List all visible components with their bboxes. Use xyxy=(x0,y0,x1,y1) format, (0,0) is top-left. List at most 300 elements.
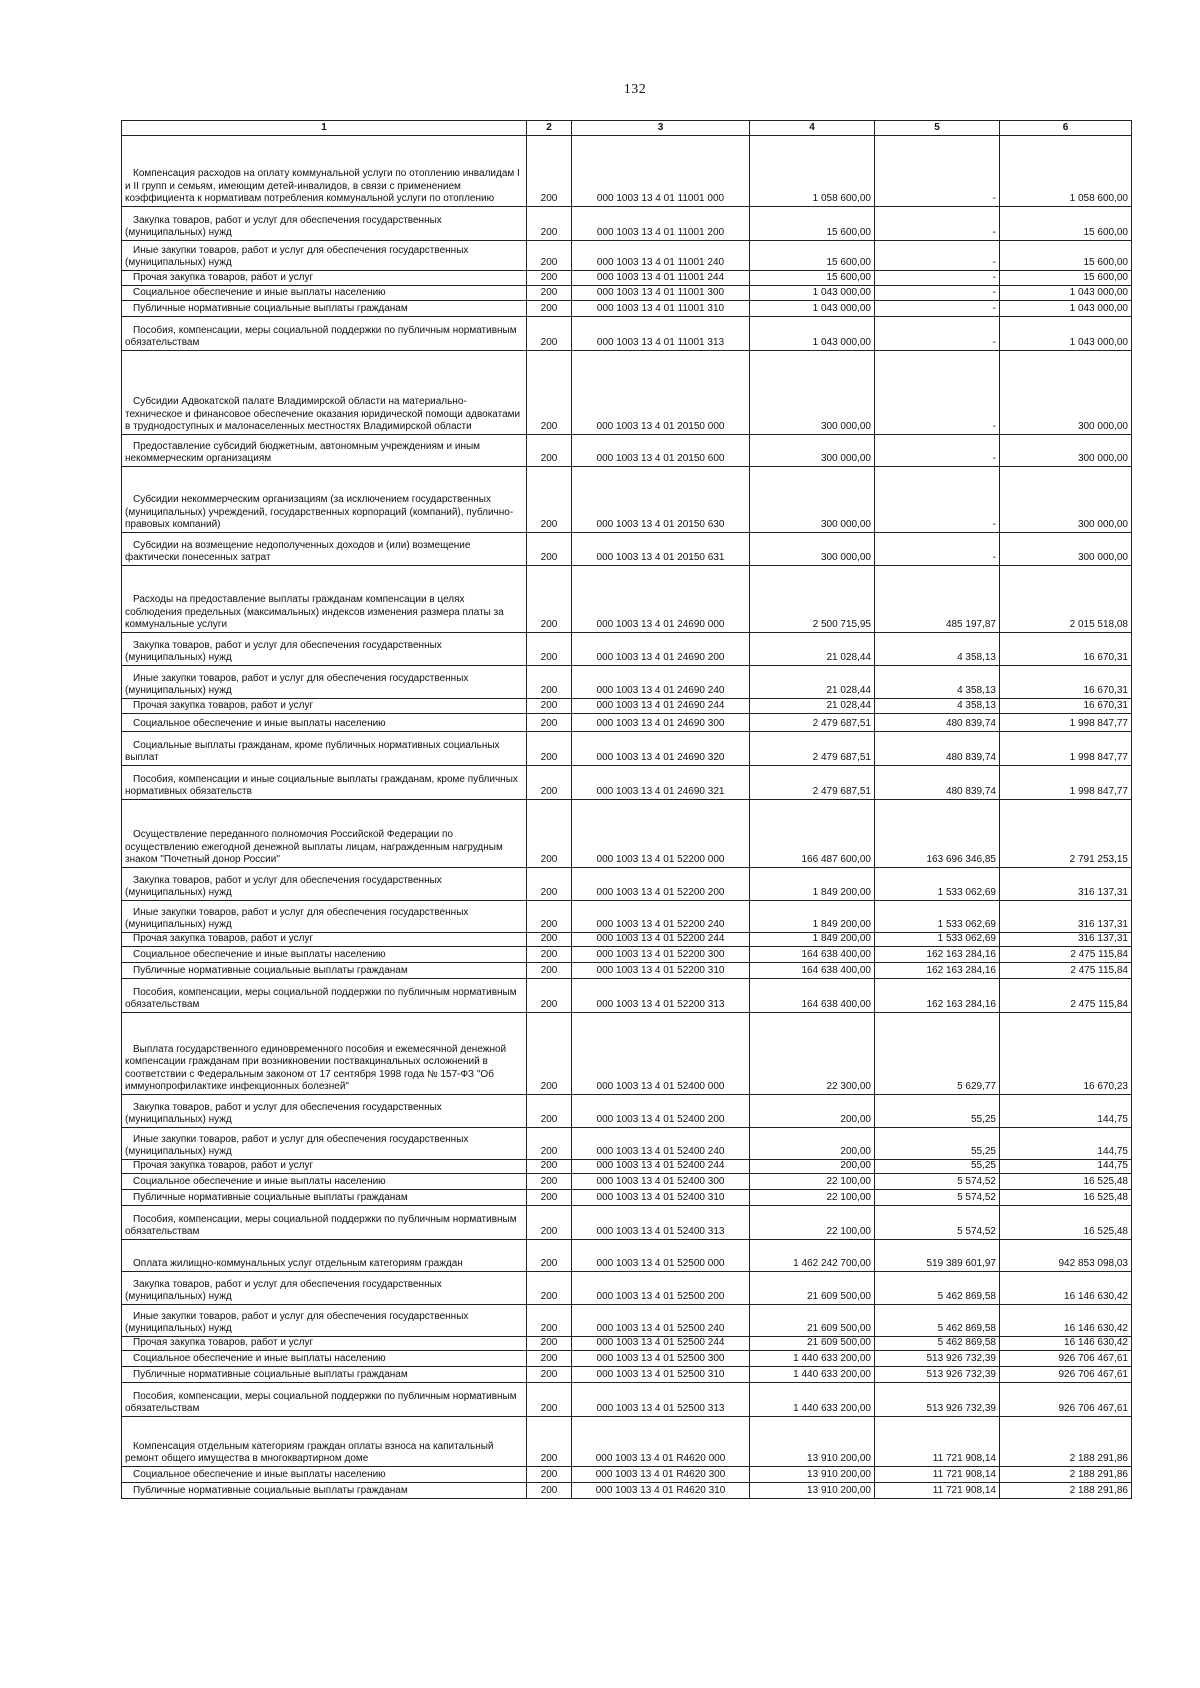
row-executed-cell: - xyxy=(875,467,1000,533)
row-code-cell: 000 1003 13 4 01 20150 600 xyxy=(572,435,750,467)
row-approved-cell: 21 609 500,00 xyxy=(750,1272,875,1305)
row-admin-cell: 200 xyxy=(527,1095,572,1128)
row-approved-cell: 21 028,44 xyxy=(750,666,875,699)
row-name-cell: Иные закупки товаров, работ и услуг для обеспечения государственных (муниципальных) нужд xyxy=(122,1305,527,1337)
row-executed-cell: 55,25 xyxy=(875,1095,1000,1128)
table-row xyxy=(122,1305,1132,1337)
table-row xyxy=(122,979,1132,1013)
row-name-cell: Социальное обеспечение и иные выплаты населению xyxy=(122,1467,527,1483)
row-name-cell: Пособия, компенсации, меры социальной поддержки по публичным нормативным обязательствам xyxy=(122,1383,527,1417)
row-admin-cell: 200 xyxy=(527,1206,572,1240)
row-name-cell: Выплата государственного единовременного пособия и ежемесячной денежной компенсации гражданам при возникновении поствакцинальных осложнений в соответствии с Федеральным законом от 17 сентября 1998 года № 157-ФЗ "Об иммунопрофилактике инфекционных болезней" xyxy=(122,1013,527,1095)
row-name-cell: Иные закупки товаров, работ и услуг для обеспечения государственных (муниципальных) нужд xyxy=(122,1128,527,1160)
row-executed-cell: 5 462 869,58 xyxy=(875,1272,1000,1305)
row-approved-cell: 13 910 200,00 xyxy=(750,1483,875,1499)
row-executed-cell: 480 839,74 xyxy=(875,714,1000,732)
row-remaining-cell: 1 043 000,00 xyxy=(1000,317,1132,351)
header-row xyxy=(122,121,1132,136)
row-admin-cell: 200 xyxy=(527,1367,572,1383)
row-executed-cell: 480 839,74 xyxy=(875,766,1000,800)
table-row xyxy=(122,766,1132,800)
row-remaining-cell: 16 525,48 xyxy=(1000,1190,1132,1206)
row-approved-cell: 13 910 200,00 xyxy=(750,1417,875,1467)
row-approved-cell: 300 000,00 xyxy=(750,435,875,467)
row-admin-cell: 200 xyxy=(527,868,572,901)
row-approved-cell: 22 100,00 xyxy=(750,1206,875,1240)
table-row xyxy=(122,1351,1132,1367)
row-admin-cell: 200 xyxy=(527,1160,572,1174)
row-remaining-cell: 144,75 xyxy=(1000,1160,1132,1174)
row-remaining-cell: 2 188 291,86 xyxy=(1000,1483,1132,1499)
row-code-cell: 000 1003 13 4 01 11001 200 xyxy=(572,207,750,241)
row-executed-cell: - xyxy=(875,533,1000,566)
row-remaining-cell: 316 137,31 xyxy=(1000,901,1132,933)
row-code-cell: 000 1003 13 4 01 24690 240 xyxy=(572,666,750,699)
row-approved-cell: 22 100,00 xyxy=(750,1190,875,1206)
row-remaining-cell: 300 000,00 xyxy=(1000,467,1132,533)
row-admin-cell: 200 xyxy=(527,241,572,271)
table-row xyxy=(122,800,1132,868)
column-header-6: 6 xyxy=(1000,121,1132,136)
row-approved-cell: 1 462 242 700,00 xyxy=(750,1240,875,1272)
table-row xyxy=(122,1337,1132,1351)
row-remaining-cell: 942 853 098,03 xyxy=(1000,1240,1132,1272)
row-executed-cell: 55,25 xyxy=(875,1160,1000,1174)
table-row xyxy=(122,1467,1132,1483)
row-code-cell: 000 1003 13 4 01 52500 310 xyxy=(572,1367,750,1383)
row-remaining-cell: 16 525,48 xyxy=(1000,1174,1132,1190)
row-admin-cell: 200 xyxy=(527,714,572,732)
row-admin-cell: 200 xyxy=(527,566,572,633)
row-approved-cell: 2 479 687,51 xyxy=(750,766,875,800)
row-remaining-cell: 300 000,00 xyxy=(1000,533,1132,566)
row-name-cell: Пособия, компенсации, меры социальной поддержки по публичным нормативным обязательствам xyxy=(122,317,527,351)
row-remaining-cell: 926 706 467,61 xyxy=(1000,1367,1132,1383)
row-remaining-cell: 2 188 291,86 xyxy=(1000,1417,1132,1467)
row-approved-cell: 21 028,44 xyxy=(750,633,875,666)
row-name-cell: Прочая закупка товаров, работ и услуг xyxy=(122,1337,527,1351)
table-row xyxy=(122,732,1132,766)
row-approved-cell: 1 849 200,00 xyxy=(750,901,875,933)
row-name-cell: Социальное обеспечение и иные выплаты населению xyxy=(122,286,527,301)
row-executed-cell: 1 533 062,69 xyxy=(875,933,1000,947)
row-remaining-cell: 2 791 253,15 xyxy=(1000,800,1132,868)
row-name-cell: Оплата жилищно-коммунальных услуг отдельным категориям граждан xyxy=(122,1240,527,1272)
row-remaining-cell: 16 670,23 xyxy=(1000,1013,1132,1095)
row-code-cell: 000 1003 13 4 01 R4620 300 xyxy=(572,1467,750,1483)
row-name-cell: Закупка товаров, работ и услуг для обеспечения государственных (муниципальных) нужд xyxy=(122,868,527,901)
row-executed-cell: 4 358,13 xyxy=(875,699,1000,714)
row-executed-cell: 519 389 601,97 xyxy=(875,1240,1000,1272)
row-code-cell: 000 1003 13 4 01 52400 313 xyxy=(572,1206,750,1240)
row-code-cell: 000 1003 13 4 01 52400 000 xyxy=(572,1013,750,1095)
row-code-cell: 000 1003 13 4 01 11001 310 xyxy=(572,301,750,317)
row-code-cell: 000 1003 13 4 01 24690 000 xyxy=(572,566,750,633)
row-name-cell: Публичные нормативные социальные выплаты гражданам xyxy=(122,963,527,979)
row-code-cell: 000 1003 13 4 01 20150 631 xyxy=(572,533,750,566)
row-approved-cell: 164 638 400,00 xyxy=(750,947,875,963)
row-admin-cell: 200 xyxy=(527,207,572,241)
table-row xyxy=(122,1240,1132,1272)
row-code-cell: 000 1003 13 4 01 52200 313 xyxy=(572,979,750,1013)
row-admin-cell: 200 xyxy=(527,1305,572,1337)
row-admin-cell: 200 xyxy=(527,766,572,800)
row-name-cell: Компенсация расходов на оплату коммунальной услуги по отоплению инвалидам I и II групп и семьям, имеющим детей-инвалидов, в связи с применением коэффициента к нормативам потребления коммунальной услуги по отоплению xyxy=(122,136,527,207)
table-row xyxy=(122,241,1132,271)
table-row xyxy=(122,1160,1132,1174)
row-executed-cell: 5 574,52 xyxy=(875,1174,1000,1190)
row-remaining-cell: 144,75 xyxy=(1000,1095,1132,1128)
row-admin-cell: 200 xyxy=(527,271,572,286)
row-admin-cell: 200 xyxy=(527,901,572,933)
row-executed-cell: 163 696 346,85 xyxy=(875,800,1000,868)
row-remaining-cell: 2 475 115,84 xyxy=(1000,947,1132,963)
row-remaining-cell: 1 043 000,00 xyxy=(1000,286,1132,301)
row-executed-cell: 485 197,87 xyxy=(875,566,1000,633)
row-admin-cell: 200 xyxy=(527,633,572,666)
row-name-cell: Социальное обеспечение и иные выплаты населению xyxy=(122,947,527,963)
row-code-cell: 000 1003 13 4 01 52500 300 xyxy=(572,1351,750,1367)
row-code-cell: 000 1003 13 4 01 24690 244 xyxy=(572,699,750,714)
column-header-1: 1 xyxy=(122,121,527,136)
row-admin-cell: 200 xyxy=(527,979,572,1013)
row-code-cell: 000 1003 13 4 01 11001 244 xyxy=(572,271,750,286)
row-approved-cell: 22 300,00 xyxy=(750,1013,875,1095)
table-row xyxy=(122,1483,1132,1499)
row-admin-cell: 200 xyxy=(527,947,572,963)
table-row xyxy=(122,666,1132,699)
row-approved-cell: 164 638 400,00 xyxy=(750,979,875,1013)
row-name-cell: Социальное обеспечение и иные выплаты населению xyxy=(122,1174,527,1190)
row-name-cell: Публичные нормативные социальные выплаты гражданам xyxy=(122,1483,527,1499)
column-header-2: 2 xyxy=(527,121,572,136)
row-executed-cell: 162 163 284,16 xyxy=(875,947,1000,963)
row-code-cell: 000 1003 13 4 01 24690 300 xyxy=(572,714,750,732)
table-row xyxy=(122,207,1132,241)
row-name-cell: Субсидии Адвокатской палате Владимирской области на материально-техническое и финансовое обеспечение оказания юридической помощи адвокатами в труднодоступных и малонаселенных местностях Владимирской области xyxy=(122,351,527,435)
row-executed-cell: - xyxy=(875,435,1000,467)
row-code-cell: 000 1003 13 4 01 52500 313 xyxy=(572,1383,750,1417)
row-name-cell: Предоставление субсидий бюджетным, автономным учреждениям и иным некоммерческим организациям xyxy=(122,435,527,467)
row-name-cell: Публичные нормативные социальные выплаты гражданам xyxy=(122,301,527,317)
table-row xyxy=(122,1206,1132,1240)
row-name-cell: Расходы на предоставление выплаты гражданам компенсации в целях соблюдения предельных (максимальных) индексов изменения размера платы за коммунальные услуги xyxy=(122,566,527,633)
row-remaining-cell: 1 998 847,77 xyxy=(1000,766,1132,800)
row-code-cell: 000 1003 13 4 01 52200 240 xyxy=(572,901,750,933)
table-row xyxy=(122,1272,1132,1305)
row-admin-cell: 200 xyxy=(527,1467,572,1483)
row-admin-cell: 200 xyxy=(527,1483,572,1499)
row-remaining-cell: 2 015 518,08 xyxy=(1000,566,1132,633)
row-name-cell: Иные закупки товаров, работ и услуг для обеспечения государственных (муниципальных) нужд xyxy=(122,901,527,933)
row-admin-cell: 200 xyxy=(527,467,572,533)
row-code-cell: 000 1003 13 4 01 11001 240 xyxy=(572,241,750,271)
row-name-cell: Публичные нормативные социальные выплаты гражданам xyxy=(122,1190,527,1206)
row-remaining-cell: 16 670,31 xyxy=(1000,633,1132,666)
row-approved-cell: 300 000,00 xyxy=(750,467,875,533)
row-approved-cell: 22 100,00 xyxy=(750,1174,875,1190)
row-remaining-cell: 16 146 630,42 xyxy=(1000,1272,1132,1305)
row-approved-cell: 1 440 633 200,00 xyxy=(750,1367,875,1383)
page-number: 132 xyxy=(623,82,647,97)
table-row xyxy=(122,566,1132,633)
row-code-cell: 000 1003 13 4 01 11001 313 xyxy=(572,317,750,351)
row-approved-cell: 13 910 200,00 xyxy=(750,1467,875,1483)
row-remaining-cell: 2 188 291,86 xyxy=(1000,1467,1132,1483)
row-remaining-cell: 15 600,00 xyxy=(1000,271,1132,286)
row-admin-cell: 200 xyxy=(527,1337,572,1351)
row-executed-cell: 11 721 908,14 xyxy=(875,1417,1000,1467)
row-code-cell: 000 1003 13 4 01 52400 240 xyxy=(572,1128,750,1160)
row-admin-cell: 200 xyxy=(527,1383,572,1417)
row-admin-cell: 200 xyxy=(527,963,572,979)
row-code-cell: 000 1003 13 4 01 52400 310 xyxy=(572,1190,750,1206)
row-executed-cell: 513 926 732,39 xyxy=(875,1351,1000,1367)
row-admin-cell: 200 xyxy=(527,1351,572,1367)
row-code-cell: 000 1003 13 4 01 R4620 310 xyxy=(572,1483,750,1499)
row-executed-cell: 1 533 062,69 xyxy=(875,901,1000,933)
row-executed-cell: 4 358,13 xyxy=(875,666,1000,699)
row-admin-cell: 200 xyxy=(527,1128,572,1160)
row-name-cell: Субсидии на возмещение недополученных доходов и (или) возмещение фактически понесенных затрат xyxy=(122,533,527,566)
row-name-cell: Прочая закупка товаров, работ и услуг xyxy=(122,699,527,714)
row-approved-cell: 1 440 633 200,00 xyxy=(750,1383,875,1417)
row-executed-cell: - xyxy=(875,271,1000,286)
row-admin-cell: 200 xyxy=(527,699,572,714)
row-executed-cell: 5 462 869,58 xyxy=(875,1337,1000,1351)
row-remaining-cell: 316 137,31 xyxy=(1000,933,1132,947)
row-remaining-cell: 2 475 115,84 xyxy=(1000,979,1132,1013)
row-approved-cell: 1 440 633 200,00 xyxy=(750,1351,875,1367)
table-row xyxy=(122,136,1132,207)
table-row xyxy=(122,1174,1132,1190)
row-admin-cell: 200 xyxy=(527,1174,572,1190)
row-remaining-cell: 16 670,31 xyxy=(1000,699,1132,714)
row-approved-cell: 21 609 500,00 xyxy=(750,1337,875,1351)
row-approved-cell: 1 058 600,00 xyxy=(750,136,875,207)
row-approved-cell: 15 600,00 xyxy=(750,241,875,271)
row-name-cell: Социальное обеспечение и иные выплаты населению xyxy=(122,714,527,732)
row-approved-cell: 300 000,00 xyxy=(750,351,875,435)
row-code-cell: 000 1003 13 4 01 52500 000 xyxy=(572,1240,750,1272)
table-row xyxy=(122,868,1132,901)
row-approved-cell: 21 609 500,00 xyxy=(750,1305,875,1337)
row-executed-cell: 11 721 908,14 xyxy=(875,1467,1000,1483)
row-executed-cell: 4 358,13 xyxy=(875,633,1000,666)
row-remaining-cell: 1 058 600,00 xyxy=(1000,136,1132,207)
row-admin-cell: 200 xyxy=(527,351,572,435)
row-executed-cell: - xyxy=(875,301,1000,317)
row-admin-cell: 200 xyxy=(527,317,572,351)
row-code-cell: 000 1003 13 4 01 52200 244 xyxy=(572,933,750,947)
row-name-cell: Пособия, компенсации, меры социальной поддержки по публичным нормативным обязательствам xyxy=(122,1206,527,1240)
row-name-cell: Иные закупки товаров, работ и услуг для обеспечения государственных (муниципальных) нужд xyxy=(122,241,527,271)
row-code-cell: 000 1003 13 4 01 52400 200 xyxy=(572,1095,750,1128)
row-code-cell: 000 1003 13 4 01 52200 300 xyxy=(572,947,750,963)
table-row xyxy=(122,435,1132,467)
table-row xyxy=(122,714,1132,732)
row-name-cell: Публичные нормативные социальные выплаты гражданам xyxy=(122,1367,527,1383)
table-row xyxy=(122,1417,1132,1467)
table-row xyxy=(122,301,1132,317)
row-remaining-cell: 16 146 630,42 xyxy=(1000,1337,1132,1351)
row-approved-cell: 2 479 687,51 xyxy=(750,714,875,732)
column-header-5: 5 xyxy=(875,121,1000,136)
row-approved-cell: 1 849 200,00 xyxy=(750,868,875,901)
row-name-cell: Закупка товаров, работ и услуг для обеспечения государственных (муниципальных) нужд xyxy=(122,1095,527,1128)
row-executed-cell: 5 629,77 xyxy=(875,1013,1000,1095)
row-executed-cell: 513 926 732,39 xyxy=(875,1383,1000,1417)
table-row xyxy=(122,1013,1132,1095)
row-code-cell: 000 1003 13 4 01 R4620 000 xyxy=(572,1417,750,1467)
table-row xyxy=(122,699,1132,714)
row-name-cell: Закупка товаров, работ и услуг для обеспечения государственных (муниципальных) нужд xyxy=(122,633,527,666)
row-admin-cell: 200 xyxy=(527,1240,572,1272)
table-row xyxy=(122,1128,1132,1160)
column-header-4: 4 xyxy=(750,121,875,136)
row-admin-cell: 200 xyxy=(527,1190,572,1206)
row-name-cell: Компенсация отдельным категориям граждан оплаты взноса на капитальный ремонт общего имущества в многоквартирном доме xyxy=(122,1417,527,1467)
row-code-cell: 000 1003 13 4 01 52500 240 xyxy=(572,1305,750,1337)
row-name-cell: Прочая закупка товаров, работ и услуг xyxy=(122,271,527,286)
row-code-cell: 000 1003 13 4 01 11001 000 xyxy=(572,136,750,207)
row-executed-cell: 5 462 869,58 xyxy=(875,1305,1000,1337)
table-row xyxy=(122,286,1132,301)
column-header-3: 3 xyxy=(572,121,750,136)
table-row xyxy=(122,963,1132,979)
row-executed-cell: 5 574,52 xyxy=(875,1206,1000,1240)
row-remaining-cell: 16 670,31 xyxy=(1000,666,1132,699)
row-code-cell: 000 1003 13 4 01 24690 320 xyxy=(572,732,750,766)
row-approved-cell: 200,00 xyxy=(750,1095,875,1128)
row-approved-cell: 21 028,44 xyxy=(750,699,875,714)
table-row xyxy=(122,467,1132,533)
row-approved-cell: 164 638 400,00 xyxy=(750,963,875,979)
row-admin-cell: 200 xyxy=(527,1417,572,1467)
row-executed-cell: 162 163 284,16 xyxy=(875,979,1000,1013)
row-admin-cell: 200 xyxy=(527,286,572,301)
row-approved-cell: 1 849 200,00 xyxy=(750,933,875,947)
row-approved-cell: 15 600,00 xyxy=(750,207,875,241)
row-executed-cell: 11 721 908,14 xyxy=(875,1483,1000,1499)
row-admin-cell: 200 xyxy=(527,435,572,467)
row-name-cell: Пособия, компенсации и иные социальные выплаты гражданам, кроме публичных нормативных обязательств xyxy=(122,766,527,800)
row-name-cell: Субсидии некоммерческим организациям (за исключением государственных (муниципальных) учреждений, государственных корпораций (компаний), публично-правовых компаний) xyxy=(122,467,527,533)
row-approved-cell: 15 600,00 xyxy=(750,271,875,286)
row-admin-cell: 200 xyxy=(527,136,572,207)
row-name-cell: Закупка товаров, работ и услуг для обеспечения государственных (муниципальных) нужд xyxy=(122,207,527,241)
row-executed-cell: - xyxy=(875,317,1000,351)
row-executed-cell: 513 926 732,39 xyxy=(875,1367,1000,1383)
row-admin-cell: 200 xyxy=(527,533,572,566)
row-name-cell: Прочая закупка товаров, работ и услуг xyxy=(122,1160,527,1174)
row-admin-cell: 200 xyxy=(527,800,572,868)
table-row xyxy=(122,933,1132,947)
row-name-cell: Социальные выплаты гражданам, кроме публичных нормативных социальных выплат xyxy=(122,732,527,766)
row-remaining-cell: 316 137,31 xyxy=(1000,868,1132,901)
row-executed-cell: - xyxy=(875,207,1000,241)
row-approved-cell: 200,00 xyxy=(750,1128,875,1160)
table-row xyxy=(122,1095,1132,1128)
row-executed-cell: 5 574,52 xyxy=(875,1190,1000,1206)
budget-table xyxy=(121,120,1132,1499)
row-approved-cell: 2 479 687,51 xyxy=(750,732,875,766)
row-approved-cell: 2 500 715,95 xyxy=(750,566,875,633)
row-remaining-cell: 144,75 xyxy=(1000,1128,1132,1160)
row-name-cell: Социальное обеспечение и иные выплаты населению xyxy=(122,1351,527,1367)
row-code-cell: 000 1003 13 4 01 52500 244 xyxy=(572,1337,750,1351)
row-admin-cell: 200 xyxy=(527,1272,572,1305)
row-name-cell: Иные закупки товаров, работ и услуг для обеспечения государственных (муниципальных) нужд xyxy=(122,666,527,699)
row-remaining-cell: 16 146 630,42 xyxy=(1000,1305,1132,1337)
row-code-cell: 000 1003 13 4 01 52200 200 xyxy=(572,868,750,901)
row-remaining-cell: 1 043 000,00 xyxy=(1000,301,1132,317)
row-executed-cell: - xyxy=(875,136,1000,207)
row-executed-cell: - xyxy=(875,286,1000,301)
row-name-cell: Пособия, компенсации, меры социальной поддержки по публичным нормативным обязательствам xyxy=(122,979,527,1013)
table-row xyxy=(122,947,1132,963)
table-row xyxy=(122,533,1132,566)
row-remaining-cell: 926 706 467,61 xyxy=(1000,1351,1132,1367)
row-approved-cell: 166 487 600,00 xyxy=(750,800,875,868)
row-name-cell: Прочая закупка товаров, работ и услуг xyxy=(122,933,527,947)
table-row xyxy=(122,1190,1132,1206)
row-name-cell: Осуществление переданного полномочия Российской Федерации по осуществлению ежегодной денежной выплаты лицам, награжденным нагрудным знаком "Почетный донор России" xyxy=(122,800,527,868)
row-remaining-cell: 300 000,00 xyxy=(1000,351,1132,435)
row-remaining-cell: 15 600,00 xyxy=(1000,241,1132,271)
row-code-cell: 000 1003 13 4 01 24690 321 xyxy=(572,766,750,800)
table-row xyxy=(122,901,1132,933)
table-row xyxy=(122,317,1132,351)
row-remaining-cell: 16 525,48 xyxy=(1000,1206,1132,1240)
row-code-cell: 000 1003 13 4 01 52400 244 xyxy=(572,1160,750,1174)
row-code-cell: 000 1003 13 4 01 52400 300 xyxy=(572,1174,750,1190)
row-remaining-cell: 926 706 467,61 xyxy=(1000,1383,1132,1417)
table-row xyxy=(122,633,1132,666)
row-code-cell: 000 1003 13 4 01 52200 310 xyxy=(572,963,750,979)
row-executed-cell: 162 163 284,16 xyxy=(875,963,1000,979)
row-remaining-cell: 2 475 115,84 xyxy=(1000,963,1132,979)
row-code-cell: 000 1003 13 4 01 52200 000 xyxy=(572,800,750,868)
row-code-cell: 000 1003 13 4 01 20150 630 xyxy=(572,467,750,533)
row-executed-cell: - xyxy=(875,351,1000,435)
row-admin-cell: 200 xyxy=(527,933,572,947)
row-executed-cell: - xyxy=(875,241,1000,271)
row-admin-cell: 200 xyxy=(527,732,572,766)
row-code-cell: 000 1003 13 4 01 52500 200 xyxy=(572,1272,750,1305)
row-remaining-cell: 1 998 847,77 xyxy=(1000,714,1132,732)
row-admin-cell: 200 xyxy=(527,1013,572,1095)
row-remaining-cell: 1 998 847,77 xyxy=(1000,732,1132,766)
table-row xyxy=(122,351,1132,435)
row-executed-cell: 480 839,74 xyxy=(875,732,1000,766)
row-executed-cell: 1 533 062,69 xyxy=(875,868,1000,901)
table-row xyxy=(122,1367,1132,1383)
row-approved-cell: 1 043 000,00 xyxy=(750,301,875,317)
row-admin-cell: 200 xyxy=(527,301,572,317)
row-remaining-cell: 15 600,00 xyxy=(1000,207,1132,241)
table-row xyxy=(122,1383,1132,1417)
row-name-cell: Закупка товаров, работ и услуг для обеспечения государственных (муниципальных) нужд xyxy=(122,1272,527,1305)
row-approved-cell: 1 043 000,00 xyxy=(750,286,875,301)
row-code-cell: 000 1003 13 4 01 20150 000 xyxy=(572,351,750,435)
row-approved-cell: 300 000,00 xyxy=(750,533,875,566)
row-approved-cell: 200,00 xyxy=(750,1160,875,1174)
row-code-cell: 000 1003 13 4 01 24690 200 xyxy=(572,633,750,666)
row-executed-cell: 55,25 xyxy=(875,1128,1000,1160)
row-admin-cell: 200 xyxy=(527,666,572,699)
row-remaining-cell: 300 000,00 xyxy=(1000,435,1132,467)
